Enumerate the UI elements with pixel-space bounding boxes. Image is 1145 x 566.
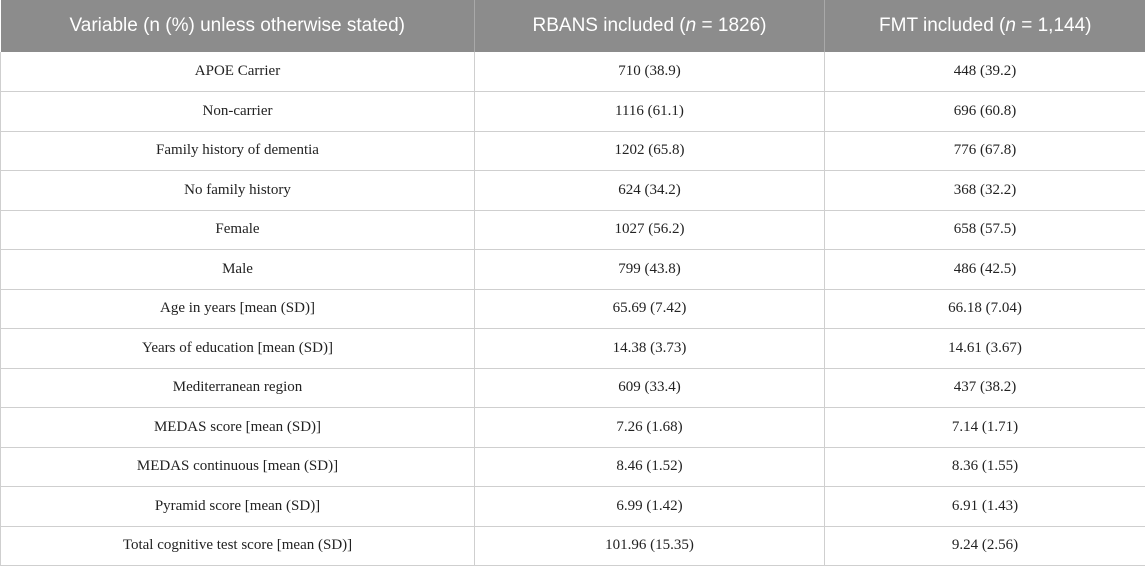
cell-rbans: 65.69 (7.42) [475,289,825,329]
cell-fmt: 696 (60.8) [825,92,1145,132]
cell-fmt: 14.61 (3.67) [825,329,1145,369]
header-rbans-suffix: = 1826) [696,15,766,36]
cell-rbans: 6.99 (1.42) [475,487,825,527]
cell-variable: MEDAS continuous [mean (SD)] [1,447,475,487]
cell-fmt: 9.24 (2.56) [825,526,1145,566]
cell-fmt: 658 (57.5) [825,210,1145,250]
cell-fmt: 448 (39.2) [825,52,1145,92]
table-row [1,329,1145,369]
header-fmt [825,0,1145,52]
table-header [1,0,1145,52]
cell-variable: Age in years [mean (SD)] [1,289,475,329]
cell-rbans: 1027 (56.2) [475,210,825,250]
cell-variable: Non-carrier [1,92,475,132]
table-row [1,368,1145,408]
cell-rbans: 14.38 (3.73) [475,329,825,369]
cell-variable: Male [1,250,475,290]
table-row [1,526,1145,566]
table-row [1,131,1145,171]
cell-fmt: 8.36 (1.55) [825,447,1145,487]
header-fmt-prefix: FMT included ( [879,15,1005,36]
cell-fmt: 776 (67.8) [825,131,1145,171]
header-fmt-n: n [1005,15,1016,36]
table-row [1,171,1145,211]
cell-fmt: 6.91 (1.43) [825,487,1145,527]
cell-rbans: 1116 (61.1) [475,92,825,132]
cell-variable: Total cognitive test score [mean (SD)] [1,526,475,566]
table-row [1,447,1145,487]
table-row [1,52,1145,92]
cell-fmt: 486 (42.5) [825,250,1145,290]
header-rbans-n: n [686,15,697,36]
table-row [1,487,1145,527]
cell-rbans: 7.26 (1.68) [475,408,825,448]
table-row [1,92,1145,132]
header-row [1,0,1145,52]
cell-rbans: 609 (33.4) [475,368,825,408]
header-fmt-suffix: = 1,144) [1016,15,1092,36]
cell-variable: No family history [1,171,475,211]
cell-variable: MEDAS score [mean (SD)] [1,408,475,448]
cell-fmt: 368 (32.2) [825,171,1145,211]
cell-rbans: 1202 (65.8) [475,131,825,171]
cell-rbans: 710 (38.9) [475,52,825,92]
table-row [1,289,1145,329]
header-rbans-prefix: RBANS included ( [533,15,686,36]
cell-variable: Female [1,210,475,250]
cell-variable: Years of education [mean (SD)] [1,329,475,369]
table-row [1,210,1145,250]
cell-fmt: 437 (38.2) [825,368,1145,408]
table-row [1,250,1145,290]
cell-variable: Mediterranean region [1,368,475,408]
table-row [1,408,1145,448]
cell-fmt: 66.18 (7.04) [825,289,1145,329]
cell-rbans: 101.96 (15.35) [475,526,825,566]
cell-variable: Pyramid score [mean (SD)] [1,487,475,527]
header-variable: Variable (n (%) unless otherwise stated) [1,0,475,52]
table-body [1,52,1145,566]
cell-fmt: 7.14 (1.71) [825,408,1145,448]
cell-variable: Family history of dementia [1,131,475,171]
header-rbans [475,0,825,52]
cell-rbans: 799 (43.8) [475,250,825,290]
cell-variable: APOE Carrier [1,52,475,92]
cell-rbans: 8.46 (1.52) [475,447,825,487]
cell-rbans: 624 (34.2) [475,171,825,211]
